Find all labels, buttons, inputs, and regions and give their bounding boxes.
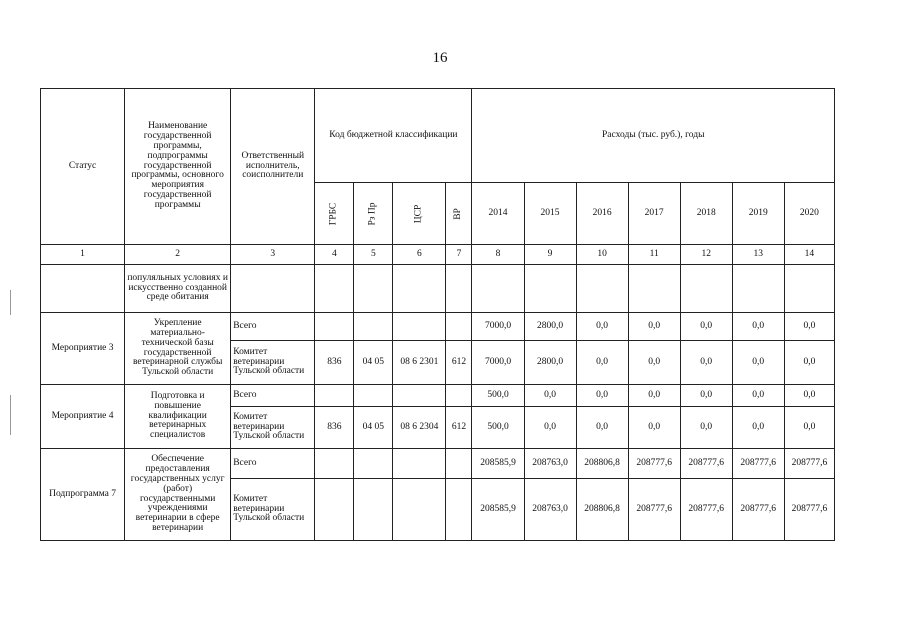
cell-value: 208777,6 [680,479,732,541]
cell-rzpr [354,313,393,341]
cell-value: 208777,6 [628,449,680,479]
cell-value: 208777,6 [628,479,680,541]
cell-value: 208777,6 [784,479,834,541]
continuation-row [41,265,835,313]
cell-value: 208777,6 [732,449,784,479]
table-row [41,449,835,479]
cell-value: 7000,0 [472,313,524,341]
row-executor: Всего [231,449,315,479]
cell-csr [393,313,446,341]
cell-value: 208777,6 [680,449,732,479]
cell-value: 0,0 [784,385,834,407]
col-number: 7 [446,245,472,265]
row-executor: Комитет ветеринарии Тульской области [231,479,315,541]
col-number: 10 [576,245,628,265]
cell-rzpr [354,449,393,479]
header-code-rzpr: Рз Пр [354,183,393,245]
header-year: 2014 [472,183,524,245]
cell-vr [446,449,472,479]
cell-value: 2800,0 [524,341,576,385]
col-number: 4 [315,245,354,265]
cell-value: 0,0 [524,385,576,407]
cell-value: 0,0 [576,407,628,449]
table-row [41,385,835,407]
header-year: 2015 [524,183,576,245]
cell-grbs: 836 [315,407,354,449]
cell-value: 0,0 [524,407,576,449]
col-number: 12 [680,245,732,265]
table-row [41,313,835,341]
header-status: Статус [41,89,125,245]
column-number-row [41,245,835,265]
header-expenses: Расходы (тыс. руб.), годы [472,89,835,183]
cell-vr: 612 [446,341,472,385]
row-status: Подпрограмма 7 [41,449,125,541]
row-executor: Всего [231,385,315,407]
cell-value: 7000,0 [472,341,524,385]
col-number: 5 [354,245,393,265]
cell-rzpr [354,479,393,541]
cell-value: 0,0 [732,341,784,385]
col-number: 8 [472,245,524,265]
cell-value: 0,0 [680,341,732,385]
header-executor: Ответственный исполнитель, соисполнители [231,89,315,245]
header-year: 2017 [628,183,680,245]
budget-table [40,88,835,541]
cell-rzpr: 04 05 [354,341,393,385]
cell-value: 0,0 [732,313,784,341]
cell-value: 0,0 [628,385,680,407]
cell-value: 0,0 [732,407,784,449]
row-status: Мероприятие 4 [41,385,125,449]
cell-value: 0,0 [680,385,732,407]
row-executor: Комитет ветеринарии Тульской области [231,341,315,385]
header-code-csr: ЦСР [393,183,446,245]
cell-value: 208585,9 [472,479,524,541]
header-row [41,89,835,183]
cell-vr [446,385,472,407]
header-year: 2016 [576,183,628,245]
row-name: Подготовка и повышение квалификации ветеринарных специалистов [125,385,231,449]
cell-value: 0,0 [576,341,628,385]
cell-value: 208777,6 [784,449,834,479]
col-number: 1 [41,245,125,265]
cell-value: 208585,9 [472,449,524,479]
cell-value: 0,0 [576,313,628,341]
cell-grbs [315,449,354,479]
cell-value: 0,0 [680,407,732,449]
cell-value: 208763,0 [524,479,576,541]
header-budget-code: Код бюджетной классификации [315,89,472,183]
cell-vr: 612 [446,407,472,449]
cell-value: 208763,0 [524,449,576,479]
cell-value: 208806,8 [576,479,628,541]
cell-rzpr [354,385,393,407]
cell-vr [446,313,472,341]
margin-mark [10,290,11,315]
header-year: 2018 [680,183,732,245]
cell-value: 0,0 [680,313,732,341]
cell-rzpr: 04 05 [354,407,393,449]
row-name: Укрепление материально-технической базы государственной ветеринарной службы Тульской области [125,313,231,385]
cell-value: 2800,0 [524,313,576,341]
cell-value: 0,0 [784,341,834,385]
col-number: 3 [231,245,315,265]
col-number: 6 [393,245,446,265]
page-number: 16 [432,50,448,66]
cell-grbs [315,313,354,341]
row-name: Обеспечение предоставления государственных услуг (работ) государственными учреждениями ветеринарии в сфере ветеринарии [125,449,231,541]
row-status: Мероприятие 3 [41,313,125,385]
header-year: 2019 [732,183,784,245]
cell-csr: 08 6 2301 [393,341,446,385]
row-executor: Всего [231,313,315,341]
cell [231,265,315,313]
margin-mark [10,395,11,435]
cell-value: 0,0 [784,313,834,341]
cell-csr: 08 6 2304 [393,407,446,449]
cell-value: 0,0 [628,341,680,385]
cell [41,265,125,313]
cell-grbs [315,385,354,407]
cell-value: 0,0 [628,407,680,449]
cell-grbs: 836 [315,341,354,385]
cell-value: 208777,6 [732,479,784,541]
cell-value: 0,0 [784,407,834,449]
cell-grbs [315,479,354,541]
header-code-vr: ВР [446,183,472,245]
cell-csr [393,385,446,407]
cell-csr [393,479,446,541]
cell-csr [393,449,446,479]
col-number: 11 [628,245,680,265]
header-year: 2020 [784,183,834,245]
cell-value: 500,0 [472,407,524,449]
col-number: 13 [732,245,784,265]
cell-value: 0,0 [576,385,628,407]
cell-vr [446,479,472,541]
col-number: 2 [125,245,231,265]
cell-value: 0,0 [732,385,784,407]
col-number: 14 [784,245,834,265]
header-name: Наименование государственной программы, подпрограммы государственной программы, основного мероприятия государственной программы [125,89,231,245]
cell-value: 500,0 [472,385,524,407]
cell-value: 0,0 [628,313,680,341]
continuation-name: популяльных условиях и искусственно созданной среде обитания [125,265,231,313]
row-executor: Комитет ветеринарии Тульской области [231,407,315,449]
header-code-grbs: ГРБС [315,183,354,245]
cell-value: 208806,8 [576,449,628,479]
col-number: 9 [524,245,576,265]
